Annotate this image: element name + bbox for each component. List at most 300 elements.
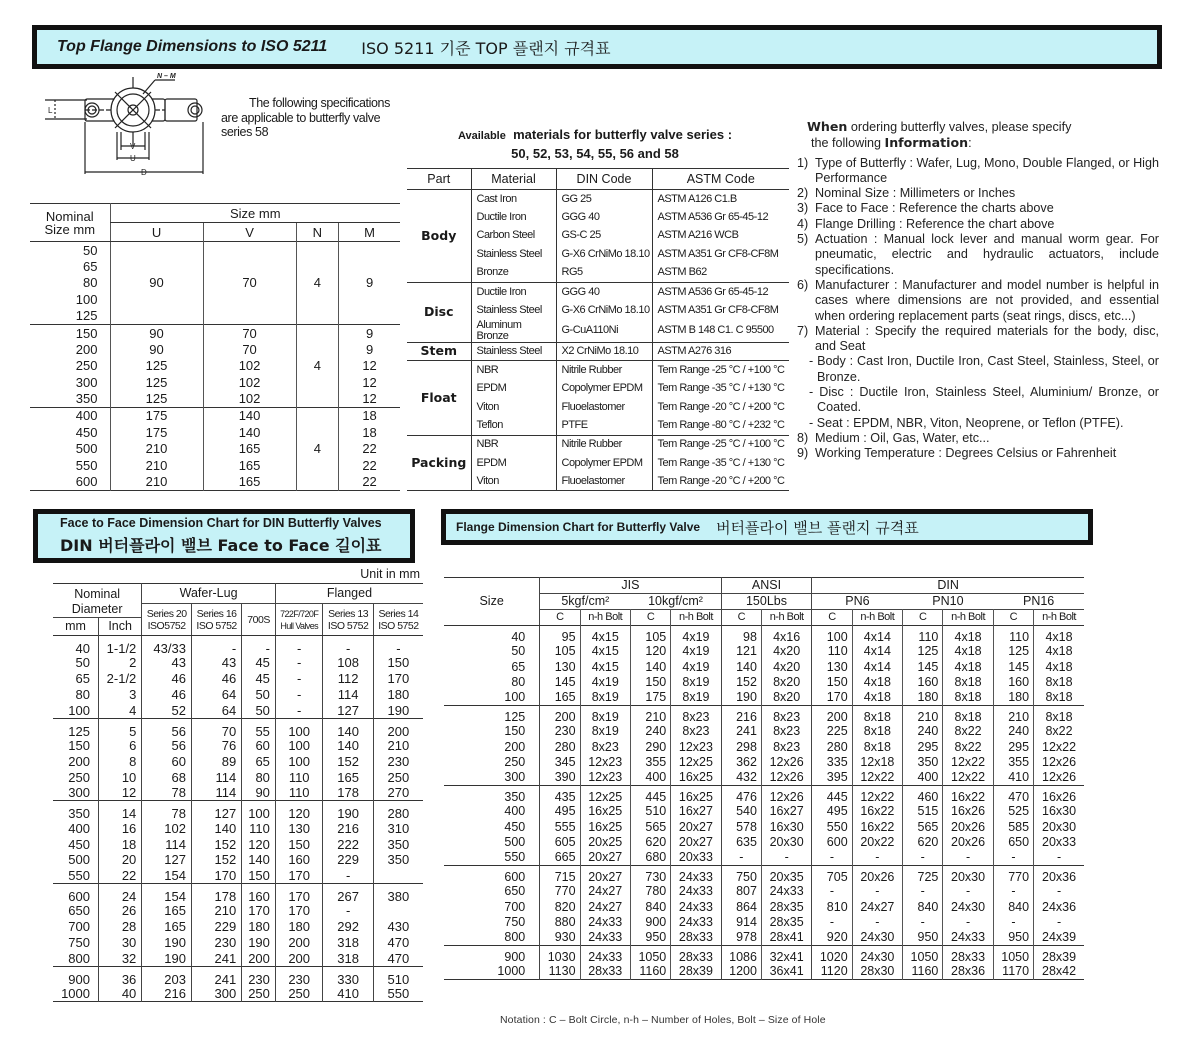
series13-value: 140 [323,718,373,738]
bolt-circle-value: 725 [903,866,943,884]
astm-code: Tem Range -35 °C / +130 °C [652,454,789,473]
table-row [444,644,1084,660]
mm-value: 125 [68,723,90,739]
m-value: 22 [339,457,400,474]
series16-value: 300 [191,986,241,1002]
series20-value: 52 [142,702,192,718]
u-value: 125 [110,358,203,375]
holes-bolt-value: 12x26 [761,755,811,771]
v-header: V [203,223,296,242]
mm-value: 400 [68,820,90,836]
holes-bolt-value: 24x27 [580,899,630,915]
inch-value: 10 [98,769,141,785]
holes-bolt-value: 20x26 [943,819,993,835]
holes-bolt-value: 4x19 [580,675,630,691]
bolt-circle-value: 1120 [812,964,852,980]
material-name: Ductile Iron [471,282,556,301]
item-number: 5) [797,232,809,247]
bolt-circle-value: 840 [993,899,1033,915]
c-header: C [903,610,943,626]
top-flange-note: The following specifications are applicable to butterfly valve series 58 [221,96,390,139]
bolt-circle-value: 105 [540,644,580,660]
700s-value: 170 [242,903,276,919]
series20-value: 56 [142,718,192,738]
bolt-circle-value: 140 [630,659,670,675]
top-flange-title-ko: ISO 5211 기준 TOP 플랜지 규격표 [361,38,611,58]
table-row [444,690,1084,706]
holes-bolt-value: 20x36 [1034,866,1084,884]
holes-bolt-value: 24x33 [580,915,630,931]
bolt-circle-value: 110 [993,626,1033,644]
table-row [53,738,423,754]
top-flange-diagram-icon [45,72,205,182]
din-code: Nitrile Rubber [556,361,652,380]
holes-bolt-value: 8x23 [671,724,721,740]
din-code: Nitrile Rubber [556,435,652,454]
holes-bolt-value: 24x33 [671,915,721,931]
series13-value: 108 [323,655,373,671]
bolt-circle-value: - [903,884,943,900]
v-value: 70 [203,242,296,325]
series13-value: 229 [323,852,373,868]
hull-valves-value: 120 [275,801,323,821]
bolt-circle-value: 150 [630,675,670,691]
v-value: 165 [203,474,296,491]
table-row [53,801,423,821]
table-row [53,868,423,884]
holes-bolt-value: 16x30 [761,819,811,835]
din-code: Fluoelastomer [556,398,652,417]
700s-value: 110 [242,820,276,836]
table-row [444,946,1084,964]
size-value: 550 [504,850,526,865]
series14-value [373,868,423,884]
700s-value: 65 [242,753,276,769]
part-header: Part [407,169,471,190]
nominal-size: 200 [75,341,98,357]
bolt-circle-value: - [993,915,1033,931]
bolt-circle-value: 1030 [540,946,580,964]
holes-bolt-value: - [761,850,811,866]
pn6-header: PN6 [812,594,903,610]
table-row [444,706,1084,724]
hull-valves-value: 150 [275,836,323,852]
table-row [30,457,400,474]
table-row [53,687,423,703]
table-row [444,930,1084,946]
bolt-circle-value: 355 [630,755,670,771]
mm-value: 500 [68,852,90,868]
ordering-item [797,278,1159,324]
700s-value: 120 [242,836,276,852]
bolt-circle-value: 210 [903,706,943,724]
hull-valves-value: - [275,702,323,718]
holes-bolt-value: 8x19 [671,690,721,706]
material-sub-item: - Disc : Ductile Iron, Stainless Steel, Aluminium/ Bronze, or Coated. [809,385,1159,415]
series20-value: 154 [142,884,192,904]
item-text: Nominal Size : Millimeters or Inches [815,186,1016,201]
holes-bolt-value: 12x26 [1034,755,1084,771]
face-to-face-title-ko: DIN 버터플라이 밸브 Face to Face 길이표 [60,536,382,555]
nominal-size: 50 [83,242,98,258]
table-row [30,242,400,259]
size-value: 900 [504,950,526,964]
bolt-circle-value: 298 [721,739,761,755]
holes-bolt-value: 4x18 [1034,644,1084,660]
series16-value: 64 [191,702,241,718]
astm-code: ASTM A216 WCB [652,227,789,246]
700s-value: - [242,636,276,656]
holes-bolt-value: 4x18 [852,675,902,691]
inch-value: 20 [98,852,141,868]
nominal-diameter-header: Nominal Diameter [71,587,123,616]
astm-code: Tem Range -80 °C / +232 °C [652,417,789,436]
series16-value: 114 [191,785,241,801]
bolt-circle-value: 435 [540,786,580,804]
series20-value: 165 [142,919,192,935]
holes-bolt-value: 12x22 [1034,739,1084,755]
nominal-size: 65 [83,258,98,274]
holes-bolt-value: 24x30 [943,899,993,915]
700s-value: 45 [242,671,276,687]
holes-bolt-value: 4x19 [671,659,721,675]
bolt-circle-value: 460 [903,786,943,804]
holes-bolt-value: 16x26 [1034,786,1084,804]
holes-bolt-value: 8x18 [852,724,902,740]
bolt-circle-value: 110 [812,644,852,660]
bolt-circle-value: 620 [630,835,670,851]
bolt-circle-value: 216 [721,706,761,724]
bolt-circle-value: 1130 [540,964,580,980]
table-row [53,702,423,718]
series14-value: 190 [373,702,423,718]
bolt-circle-value: 550 [812,819,852,835]
bolt-circle-value: 410 [993,770,1033,786]
bolt-circle-value: 210 [993,706,1033,724]
material-name: Carbon Steel [471,227,556,246]
series20-value: 68 [142,769,192,785]
bolt-circle-value: - [812,850,852,866]
bolt-circle-value: 165 [540,690,580,706]
holes-bolt-value: 20x30 [761,835,811,851]
size-value: 400 [504,804,526,818]
table-row [53,836,423,852]
holes-bolt-value: 8x19 [671,675,721,691]
ordering-item [797,324,1159,355]
flange-dimension-title-en: Flange Dimension Chart for Butterfly Valve [456,520,701,534]
material-row [407,361,789,380]
holes-bolt-value: 20x33 [671,850,721,866]
jis-5kgf-header: 5kgf/cm² [540,594,631,610]
series20-value: 127 [142,852,192,868]
mm-value: 65 [75,671,90,687]
holes-bolt-value: 12x26 [761,786,811,804]
material-name: EPDM [471,379,556,398]
table-row [444,964,1084,980]
holes-bolt-value: - [943,884,993,900]
u-value: 210 [110,474,203,491]
holes-bolt-value: 16x22 [852,819,902,835]
bolt-circle-value: 175 [630,690,670,706]
mm-value: 80 [75,686,90,702]
astm-code: Tem Range -20 °C / +200 °C [652,398,789,417]
material-row [407,435,789,454]
table-row [444,739,1084,755]
size-value: 200 [504,739,526,754]
series20-value: 43 [142,655,192,671]
holes-bolt-value: 20x25 [580,835,630,851]
inch-value: 5 [98,718,141,738]
m-value: 22 [339,441,400,458]
holes-bolt-value: - [1034,884,1084,900]
m-value: 22 [339,474,400,491]
holes-bolt-value: - [943,850,993,866]
bolt-circle-value: 170 [812,690,852,706]
series20-value: 216 [142,986,192,1002]
holes-bolt-value: 20x30 [943,866,993,884]
svg-text:V: V [130,142,136,151]
table-row [53,636,423,656]
material-name: Cast Iron [471,190,556,209]
size-value: 65 [511,659,526,674]
inch-value: 40 [98,986,141,1002]
mm-value: 750 [68,935,90,951]
holes-bolt-value: 24x27 [580,884,630,900]
holes-bolt-value: 4x18 [943,644,993,660]
series20-value: 154 [142,868,192,884]
material-name: EPDM [471,454,556,473]
holes-bolt-value: 20x35 [761,866,811,884]
series16-value: - [191,636,241,656]
item-text: Flange Drilling : Reference the chart above [815,216,1055,231]
series13-value: 112 [323,671,373,687]
bolt-circle-value: 840 [630,899,670,915]
material-name: Teflon [471,417,556,436]
series13-value: 267 [323,884,373,904]
holes-bolt-value: 24x33 [671,899,721,915]
series13-value: 178 [323,785,373,801]
hull-valves-value: 170 [275,903,323,919]
holes-bolt-value: 12x23 [671,739,721,755]
mm-value: 250 [68,769,90,785]
table-row [53,655,423,671]
700s-value: 250 [242,986,276,1002]
astm-code: ASTM B62 [652,264,789,283]
bolt-header: n-h Bolt [943,610,993,626]
series20-value: 165 [142,903,192,919]
table-row [444,786,1084,804]
series14-value: 210 [373,738,423,754]
hull-valves-value: - [275,687,323,703]
item-number: 8) [797,430,809,445]
bolt-circle-value: 770 [540,884,580,900]
nominal-size: 250 [75,358,98,374]
astm-code: ASTM A351 Gr CF8-CF8M [652,245,789,264]
holes-bolt-value: 28x39 [1034,946,1084,964]
bolt-circle-value: 225 [812,724,852,740]
flanged-header: Flanged [275,584,423,604]
bolt-circle-value: 445 [812,786,852,804]
bolt-header: n-h Bolt [852,610,902,626]
holes-bolt-value: 12x25 [671,755,721,771]
flange-dimension-title-banner [441,509,1093,545]
series16-value: 170 [191,868,241,884]
bolt-circle-value: 525 [993,804,1033,820]
nominal-size: 125 [75,308,98,324]
nominal-size-header: Nominal Size mm [30,204,110,242]
holes-bolt-value: 20x26 [943,835,993,851]
bolt-circle-value: 1086 [721,946,761,964]
inch-value: 4 [98,702,141,718]
din-code: GGG 40 [556,282,652,301]
din-code: G-X6 CrNiMo 18.10 [556,245,652,264]
series16-value: 229 [191,919,241,935]
holes-bolt-value: 12x22 [852,770,902,786]
series16-value: 178 [191,884,241,904]
table-row [30,341,400,358]
bolt-circle-value: 125 [903,644,943,660]
holes-bolt-value: 8x23 [580,739,630,755]
bolt-circle-value: 200 [540,706,580,724]
bolt-circle-value: - [812,884,852,900]
pn16-header: PN16 [1022,594,1055,609]
c-header: C [630,610,670,626]
holes-bolt-value: - [852,850,902,866]
din-code: GG 25 [556,190,652,209]
size-value: 500 [504,835,526,849]
bolt-circle-value: - [721,850,761,866]
table-row [30,424,400,441]
top-flange-title-banner [32,25,1162,69]
ordering-item [797,217,1159,232]
series14-header: Series 14 ISO 5752 [373,604,423,636]
ordering-item [797,446,1159,461]
svg-text:U: U [130,154,136,163]
size-value: 40 [511,630,526,644]
part-name: Packing [407,435,471,491]
hull-valves-value: 130 [275,820,323,836]
part-name: Body [421,227,457,243]
m-value: 12 [339,358,400,375]
n-value: 4 [296,242,339,325]
table-row [53,935,423,951]
bolt-circle-value: 190 [721,690,761,706]
v-value: 165 [203,457,296,474]
hull-valves-value: - [275,655,323,671]
table-row [53,671,423,687]
inch-value: 2 [98,655,141,671]
holes-bolt-value: 24x33 [761,884,811,900]
holes-bolt-value: 8x23 [761,706,811,724]
bolt-circle-value: - [812,915,852,931]
table-row [53,950,423,966]
mm-value: 150 [68,738,90,754]
astm-code: ASTM B 148 C1. C 95500 [652,320,789,343]
m-value: 9 [339,324,400,341]
pn10-header: PN10 [932,594,964,609]
series20-header: Series 20 ISO5752 [142,604,192,636]
bolt-circle-value: 110 [903,626,943,644]
700s-value: 60 [242,738,276,754]
mm-value: 40 [75,641,90,656]
bolt-circle-value: 620 [903,835,943,851]
item-number: 6) [797,277,809,292]
bolt-circle-value: 150 [812,675,852,691]
inch-value: 12 [98,785,141,801]
series16-value: 46 [191,671,241,687]
hull-valves-value: 200 [275,935,323,951]
mm-header: mm [65,619,86,634]
bolt-circle-value: 1160 [630,964,670,980]
u-value: 90 [110,341,203,358]
din-code: GS-C 25 [556,227,652,246]
bolt-circle-value: 750 [721,866,761,884]
holes-bolt-value: 8x19 [580,706,630,724]
series14-value: 350 [373,836,423,852]
bolt-circle-value: 362 [721,755,761,771]
series14-value: 250 [373,769,423,785]
bolt-circle-value: - [903,915,943,931]
table-row [53,966,423,986]
v-value: 102 [203,374,296,391]
series14-value: 310 [373,820,423,836]
table-row [444,724,1084,740]
bolt-circle-value: 730 [630,866,670,884]
bolt-circle-value: 200 [812,706,852,724]
inch-header: Inch [98,618,141,636]
holes-bolt-value: 8x18 [1034,706,1084,724]
mm-value: 350 [68,806,90,822]
size-mm-header: Size mm [110,204,400,223]
flange-dimension-table [444,577,1084,980]
inch-value: 14 [98,801,141,821]
material-name: Viton [471,472,556,491]
material-sub-item: - Body : Cast Iron, Ductile Iron, Cast Steel, Stainless, Steel, or Bronze. [809,354,1159,384]
holes-bolt-value: - [943,915,993,931]
bolt-circle-value: 240 [630,724,670,740]
series13-value: 330 [323,966,373,986]
bolt-circle-value: 715 [540,866,580,884]
bolt-circle-value: 130 [540,659,580,675]
holes-bolt-value: 8x18 [943,690,993,706]
series13-value: - [323,868,373,884]
bolt-circle-value: 230 [540,724,580,740]
bolt-circle-value: - [993,884,1033,900]
table-row [30,441,400,458]
n-value: 4 [296,324,339,407]
bolt-circle-value: 145 [540,675,580,691]
table-row [30,407,400,424]
din-code: G-X6 CrNiMo 18.10 [556,301,652,320]
bolt-header: n-h Bolt [580,610,630,626]
series14-value: 510 [373,966,423,986]
size-value: 800 [504,930,526,945]
series20-value: 56 [142,738,192,754]
bolt-circle-value: 880 [540,915,580,931]
hull-valves-header: 722F/720F Hull Valves [275,604,323,636]
astm-code: Tem Range -25 °C / +100 °C [652,361,789,380]
astm-code: ASTM A536 Gr 65-45-12 [652,208,789,227]
nominal-size: 500 [75,441,98,457]
table-row [53,852,423,868]
series14-value: 550 [373,986,423,1002]
holes-bolt-value: 16x22 [943,786,993,804]
holes-bolt-value: - [852,915,902,931]
series16-value: 43 [191,655,241,671]
series14-value: - [373,636,423,656]
bolt-circle-value: 495 [540,804,580,820]
n-header: N [296,223,339,242]
